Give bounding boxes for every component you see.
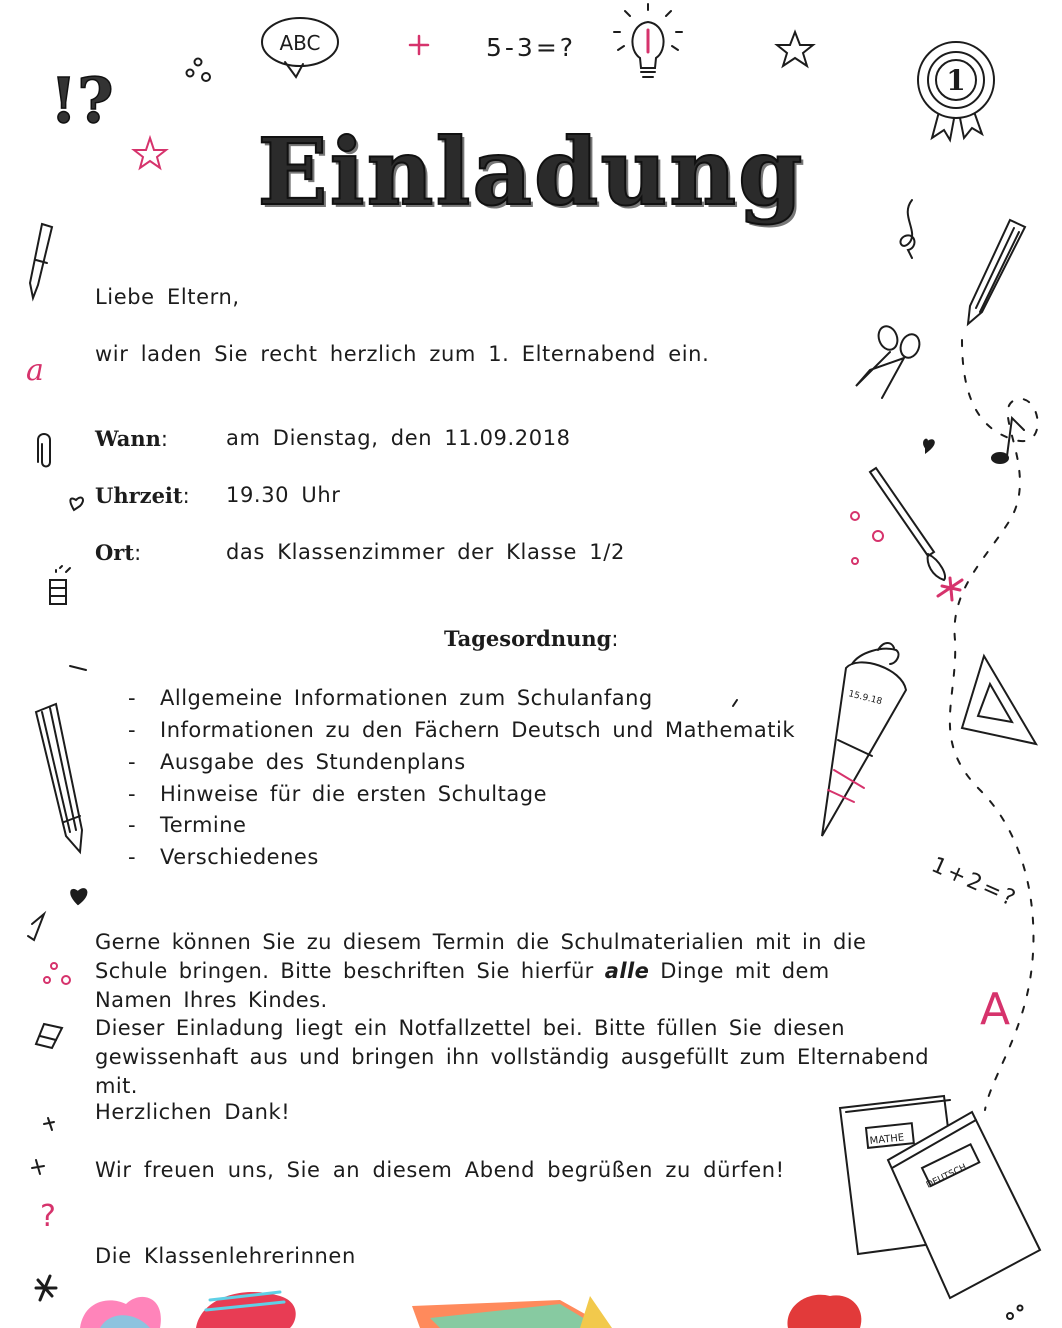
- page-title: Einladung: [257, 118, 805, 226]
- mark-doodle: [44, 1118, 54, 1130]
- agenda-item-text: Ausgabe des Stundenplans: [160, 750, 466, 774]
- paintbrush-icon: [870, 468, 945, 580]
- detail-label: Wann: [95, 426, 161, 451]
- tiny-circles-doodle: [1007, 1306, 1023, 1320]
- agenda-heading: [444, 626, 619, 651]
- heart-outline-icon: [70, 498, 83, 510]
- detail-row-time: [95, 483, 190, 508]
- pencil-right-icon: [968, 220, 1025, 324]
- school-cone-icon: [822, 643, 906, 836]
- heart-filled-icon: [71, 889, 86, 904]
- paperclip-icon: [38, 434, 50, 467]
- agenda-dash: -: [128, 718, 137, 742]
- emergency-note-paragraph: Dieser Einladung liegt ein Notfallzettel bei. Bitte füllen Sie diesen gewissenhaft aus und bringen ihn vollständig ausgefüllt zum Elternabend mit.: [95, 1016, 929, 1098]
- svg-text:MATHE: MATHE: [869, 1132, 905, 1147]
- svg-text:1: 1: [946, 64, 966, 97]
- scissors-icon: [856, 324, 923, 398]
- light-bulb-icon: [614, 4, 682, 77]
- triangle-ruler-icon: [962, 656, 1036, 744]
- agenda-dash: -: [128, 782, 137, 806]
- materials-emphasis: alle: [604, 959, 650, 983]
- pink-circles-doodle: [851, 512, 883, 564]
- pink-circles-left-doodle: [44, 963, 70, 984]
- exclaim-question-doodle: !?: [50, 64, 114, 137]
- agenda-item: [128, 813, 246, 837]
- question-left-doodle: ?: [40, 1199, 56, 1234]
- star-icon: [777, 32, 813, 66]
- detail-label: Uhrzeit: [95, 483, 183, 508]
- pencil-icon: [30, 224, 52, 298]
- agenda-dash: -: [128, 845, 137, 869]
- materials-paragraph: [95, 928, 905, 1015]
- agenda-heading-text: Tagesordnung: [444, 626, 612, 651]
- greeting: Liebe Eltern,: [95, 285, 240, 309]
- detail-sep: :: [134, 541, 142, 565]
- detail-sep: :: [182, 484, 191, 508]
- pink-splash-doodle: [938, 578, 962, 600]
- eraser-icon: [36, 1024, 62, 1048]
- speech-bubble-icon: [262, 18, 338, 77]
- signature: Die Klassenlehrerinnen: [95, 1244, 356, 1268]
- agenda-item-text: Informationen zu den Fächern Deutsch und Mathematik: [160, 718, 795, 742]
- star-burst-doodle: [36, 1276, 56, 1300]
- agenda-dash: -: [128, 750, 137, 774]
- agenda-item: [128, 782, 547, 806]
- agenda-item: [128, 845, 319, 869]
- svg-text:15.9.18: 15.9.18: [847, 689, 884, 708]
- plus-icon: [410, 36, 428, 54]
- svg-text:ABC: ABC: [279, 31, 321, 55]
- intro-text: wir laden Sie recht herzlich zum 1. Elternabend ein.: [95, 342, 710, 366]
- detail-row-when: [95, 426, 169, 451]
- agenda-dash: -: [128, 686, 137, 710]
- heart-icon: [924, 440, 934, 452]
- sharpener-icon: [50, 566, 70, 604]
- agenda-item: [128, 686, 653, 710]
- detail-label: Ort: [95, 540, 135, 565]
- agenda-dash: -: [128, 813, 137, 837]
- agenda-item: [128, 718, 795, 742]
- big-pencil-icon: [36, 704, 82, 852]
- agenda-item-text: Hinweise für die ersten Schultage: [160, 782, 547, 806]
- number-one-doodle: [28, 914, 44, 940]
- svg-text:DEUTSCH: DEUTSCH: [924, 1162, 969, 1191]
- math-doodle: 5-3=?: [486, 33, 577, 62]
- agenda-item: [128, 750, 466, 774]
- circles-doodle: [187, 59, 211, 82]
- detail-value-when: am Dienstag, den 11.09.2018: [226, 426, 571, 450]
- slash-doodle: [733, 700, 737, 706]
- detail-value-time: 19.30 Uhr: [226, 483, 341, 507]
- closing-text: Wir freuen uns, Sie an diesem Abend begrüßen zu dürfen!: [95, 1158, 785, 1182]
- bottom-color-shapes: [80, 1292, 861, 1328]
- math-right-doodle: 1+2=?: [927, 852, 1022, 913]
- letter-a-doodle: a: [26, 353, 44, 388]
- dash-doodle: [70, 666, 86, 670]
- agenda-item-text: Verschiedenes: [160, 845, 319, 869]
- letter-a-right-doodle: A: [980, 984, 1011, 1035]
- agenda-item-text: Termine: [160, 813, 247, 837]
- mark2-doodle: [32, 1160, 44, 1174]
- materials-text-b: Dinge mit dem Namen Ihres Kindes.: [95, 959, 830, 1012]
- agenda-item-text: Allgemeine Informationen zum Schulanfang: [160, 686, 653, 710]
- detail-value-place: das Klassenzimmer der Klasse 1/2: [226, 540, 625, 564]
- agenda-heading-sep: :: [611, 627, 620, 651]
- detail-sep: :: [160, 427, 169, 451]
- materials-text-a: Gerne können Sie zu diesem Termin die Schulmaterialien mit in die Schule bringen. Bitte beschriften Sie hierfür: [95, 930, 867, 983]
- detail-row-place: [95, 540, 142, 565]
- thanks-text: Herzlichen Dank!: [95, 1100, 291, 1124]
